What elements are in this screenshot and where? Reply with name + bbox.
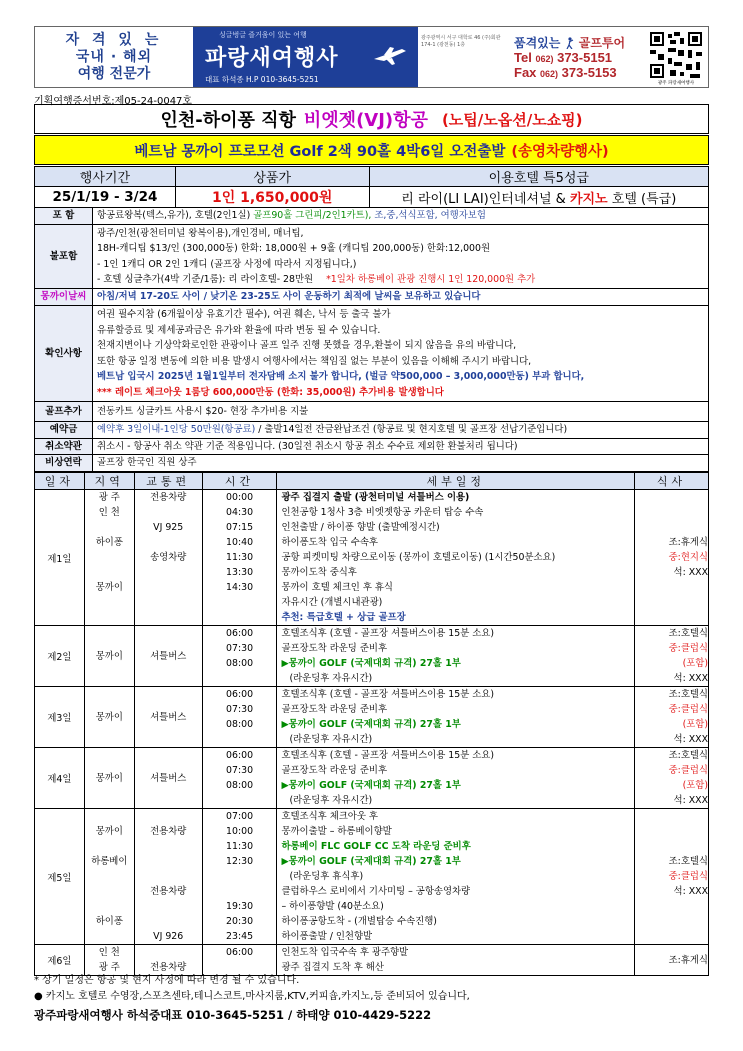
itinerary-day-row [35, 490, 709, 626]
check-3: 천재지변이나 기상악화로인한 관광이나 골프 일주 진행 못했을 경우,환불이 되지 않음을 유의 바랍니다, [97, 340, 517, 351]
fax-area: 062) [540, 68, 559, 79]
time-line: 07:15 [226, 522, 254, 533]
cancel-text: 취소시 - 항공사 취소 약관 기준 적용입니다. (30일전 취소시 항공 취소 수수료 제외한 환불처리 됩니다) [93, 438, 709, 455]
check-5: 베트남 입국시 2025년 1월1일부터 전자담배 소지 불가 합니다, (벌금 약500,000 – 3,000,000만동) 부과 합니다, [97, 371, 585, 382]
check-1: 여권 필수지참 (6개월이상 유효기간 필수), 여권 훼손, 낙서 등 출국 불가 [97, 309, 391, 320]
schedule-line: 호텔조식후 (호텔 - 골프장 셔틀버스이용 15분 소요) [281, 628, 495, 639]
golf-add-text: 전동카트 싱글카트 사용시 $20- 현장 추가비용 지불 [93, 402, 709, 422]
schedule-line: 추천: 특급호텔 + 상급 골프장 [281, 612, 406, 623]
row-check [35, 306, 709, 402]
header-time: 시간 [202, 473, 277, 490]
schedule-line: (라운딩후 자유시간) [289, 734, 373, 745]
footer-note: * 상기 일정은 항공 및 현지 사정에 따라 변경 될 수 있습니다. [34, 975, 300, 986]
time-line: 06:00 [226, 947, 254, 958]
weather-text: 아침/저녁 17-20도 사이 / 낮기온 23-25도 사이 운동하기 최적에 날씨을 보유하고 있습니다 [93, 289, 709, 306]
row-emergency [35, 455, 709, 472]
meal-line: 조:휴게식 [668, 954, 708, 966]
hotel-grade: 호텔 (특급) [611, 191, 677, 207]
label-emergency: 비상연락 [35, 455, 93, 472]
summary-table [34, 166, 709, 208]
time-line: 08:00 [226, 780, 254, 791]
schedule-line: ▶몽까이 GOLF (국제대회 규격) 27홀 1부 [281, 780, 461, 791]
region-line: 하이퐁 [95, 916, 123, 927]
region-line: 몽까이 [95, 826, 123, 837]
day-schedule [277, 809, 635, 945]
exclude-2: 18H-캐디팁 $13/인 (300,000동) 한화: 18,000원 + 9홀 (캐디팁 200,000동) 한화:12,000원 [97, 243, 491, 254]
day-transport [134, 626, 202, 687]
row-include [35, 208, 709, 225]
time-line [203, 884, 277, 899]
time-line: 06:00 [226, 750, 254, 761]
check-4: 또한 항공 일정 변동에 의한 비용 발생시 여행사에서는 책임질 없는 부분이 있음을 이해해 주시기 바랍니다, [97, 355, 532, 367]
brand-ceo: 대표 하석종 H.P 010-3645-5251 [205, 74, 319, 84]
day-transport [134, 748, 202, 809]
schedule-line: (라운딩후 자유시간) [289, 795, 373, 806]
time-line: 04:30 [226, 507, 254, 518]
time-line: 08:00 [226, 719, 254, 730]
row-booking [35, 422, 709, 439]
region-line [85, 839, 134, 854]
transport-line [135, 565, 202, 580]
region-line: 하롱베이 [91, 856, 128, 867]
meal-line: 석: XXX [673, 673, 708, 684]
title-route: 인천-하이퐁 직항 [160, 110, 296, 131]
time-line: 19:30 [226, 901, 254, 912]
day-transport [134, 809, 202, 945]
label-golf-add: 골프추가 [35, 402, 93, 422]
transport-line: 전용차량 [150, 492, 187, 503]
tel-area: 062) [535, 53, 554, 64]
fax-number: 373-5153 [561, 64, 617, 80]
footer-casino: ● 카지노 호텔로 수영장,스포츠센타,테니스코트,마사지룸,KTV,커피숍,카지노,등 준비되어 있습니다, [34, 991, 470, 1002]
qr-caption: 광주 파랑새여행사 [657, 81, 695, 86]
airplane-icon [372, 45, 408, 67]
meal-line: 조:호텔식 [668, 689, 708, 700]
day-meals [635, 945, 709, 976]
day-label: 제1일 [35, 490, 85, 626]
day-schedule [277, 626, 635, 687]
day-label: 제2일 [35, 626, 85, 687]
golf-tag-a: 품격있는 [514, 35, 561, 50]
row-weather [35, 289, 709, 306]
time-line [203, 869, 277, 884]
meal-line: 중:클럽식 [668, 765, 708, 776]
region-line: 몽까이 [95, 650, 123, 662]
time-line: 12:30 [226, 856, 254, 867]
schedule-line: 인천출발 / 하이퐁 향발 (출발예정시간) [281, 522, 440, 533]
transport-line [135, 505, 202, 520]
brand-slogan: 싱글벙글 즐거움이 있는 여행 [219, 30, 307, 39]
schedule-line: ▶몽까이 GOLF (국제대회 규격) 27홀 1부 [281, 856, 461, 867]
schedule-line: 골프장도착 라운딩 준비후 [281, 765, 388, 776]
transport-line [135, 809, 202, 824]
page-title [34, 104, 709, 134]
schedule-line: 광주 집결지 출발 (광천터미널 셔틀버스 이용) [281, 492, 470, 503]
header-region: 지역 [84, 473, 134, 490]
time-line: 07:00 [226, 811, 254, 822]
time-line: 11:30 [226, 552, 254, 563]
day-label: 제4일 [35, 748, 85, 809]
schedule-line: 광주 집결지 도착 후 해산 [281, 962, 384, 973]
region-line [85, 809, 134, 824]
product-subtitle [34, 135, 709, 165]
day-times [202, 626, 277, 687]
header-period: 행사기간 [35, 167, 176, 187]
transport-line [135, 535, 202, 550]
time-line: 11:30 [226, 841, 254, 852]
tour-price: 1인 1,650,000원 [175, 187, 369, 208]
golfer-icon [565, 37, 575, 49]
day-meals [635, 809, 709, 945]
transport-line [135, 580, 202, 595]
day-transport [134, 490, 202, 626]
schedule-line: 하이퐁공항도착 - (개별탑승 수속진행) [281, 916, 437, 927]
itinerary-day-row [35, 626, 709, 687]
transport-line [135, 854, 202, 869]
meal-line: 중:클럽식 [668, 871, 708, 882]
region-line [85, 550, 134, 565]
time-line: 20:30 [226, 916, 254, 927]
day-transport [134, 687, 202, 748]
region-line: 인 천 [98, 947, 120, 958]
schedule-line: 몽까이출발 – 하롱베이향발 [281, 826, 392, 837]
exclude-3: - 1인 1캐디 OR 2인 1캐디 (골프장 사정에 따라서 지정됩니다,) [97, 258, 357, 270]
schedule-line: 하롱베이 FLC GOLF CC 도착 라운딩 준비후 [281, 841, 471, 852]
schedule-line: 하이퐁도착 입국 수속후 [281, 537, 378, 548]
meal-line: 석: XXX [673, 567, 708, 578]
region-line: 몽까이 [95, 772, 123, 784]
schedule-line: 몽까이 호텔 체크인 후 휴식 [281, 582, 393, 593]
time-line: 07:30 [226, 765, 254, 776]
check-2: 유류할증료 및 제세공과금은 유가와 환율에 따라 변동 될 수 있습니다. [97, 324, 381, 336]
time-line [203, 732, 277, 747]
include-golf: 골프90홀 그린피/2인1카트), [253, 210, 372, 222]
tagline-line-2: 국내 · 해외 [75, 48, 153, 65]
region-line: 몽까이 [95, 711, 123, 723]
region-line: 광 주 [98, 962, 120, 973]
day-label: 제3일 [35, 687, 85, 748]
schedule-line: ▶몽까이 GOLF (국제대회 규격) 27홀 1부 [281, 719, 461, 730]
tour-hotel [369, 187, 708, 208]
transport-line [135, 839, 202, 854]
time-line: 13:30 [226, 567, 254, 578]
time-line [203, 610, 277, 625]
region-line [85, 520, 134, 535]
day-region [84, 809, 134, 945]
region-line [85, 884, 134, 899]
schedule-line: 하이퐁출발 / 인천향발 [281, 931, 373, 942]
emergency-text: 골프장 한국인 직원 상주 [93, 455, 709, 472]
schedule-line: ▶몽까이 GOLF (국제대회 규격) 27홀 1부 [281, 658, 461, 669]
header-tagline [35, 27, 193, 87]
transport-line: 셔틀버스 [150, 650, 187, 662]
time-line: 10:00 [226, 826, 254, 837]
header-meal: 식사 [635, 473, 709, 490]
meal-line: 조:호텔식 [668, 856, 708, 867]
exclude-single: - 호텔 싱글추가(4박 기준/1룸): 리 라이호텔- 28만원 [97, 274, 314, 285]
transport-line: 셔틀버스 [150, 772, 187, 784]
day-region [84, 748, 134, 809]
day-schedule [277, 748, 635, 809]
exclude-4 [97, 272, 704, 288]
day-meals [635, 626, 709, 687]
golf-tag-b: 골프투어 [578, 35, 626, 50]
schedule-line: 클럽하우스 로비에서 기사미팅 – 공항송영차량 [281, 886, 471, 897]
day-region [84, 626, 134, 687]
schedule-line: 호텔조식후 (호텔 - 골프장 셔틀버스이용 15분 소요) [281, 750, 495, 761]
schedule-line: (라운딩후 자유시간) [289, 673, 373, 684]
footer-contact: 광주파랑새여행사 하석중대표 010-3645-5251 / 하태양 010-4429-5222 [34, 1008, 432, 1022]
booking-balance: / 출발14일전 잔금완납조건 (항공료 및 현지호텔 및 골프장 선납기준입니다) [258, 424, 568, 435]
exclude-halong: *1일차 하롱베이 관광 진행시 1인 120,000원 추가 [326, 274, 536, 285]
time-line: 08:00 [226, 658, 254, 669]
region-line: 광 주 [98, 492, 120, 503]
region-line [85, 565, 134, 580]
meal-line: (포함) [682, 658, 708, 669]
meal-line: 조:호텔식 [668, 750, 708, 761]
schedule-line: (라운딩후 휴식후) [289, 871, 364, 882]
day-label: 제5일 [35, 809, 85, 945]
label-exclude: 불포함 [35, 225, 93, 289]
time-line [203, 793, 277, 808]
header-detail: 세부일정 [277, 473, 635, 490]
meal-line: 석: XXX [673, 734, 708, 745]
day-times [202, 490, 277, 626]
transport-line: 송영차량 [150, 552, 187, 563]
brand-name: 파랑새여행사 [205, 45, 339, 71]
summary-value-row [35, 187, 709, 208]
day-schedule [277, 945, 635, 976]
itinerary-day-row [35, 809, 709, 945]
meal-line: 중:현지식 [668, 552, 708, 563]
subtitle-main: 베트남 몽까이 프로모션 Golf 2색 90홀 4박6일 오전출발 [134, 143, 506, 160]
schedule-line: 몽까이도착 중식후 [281, 567, 357, 578]
header-transport: 교통편 [134, 473, 202, 490]
itinerary-body [35, 490, 709, 976]
transport-line: 전용차량 [150, 886, 187, 897]
conditions-table [34, 207, 709, 472]
region-line: 하이퐁 [95, 537, 123, 548]
schedule-line: 공항 피켓미팅 차량으로이동 (몽까이 호텔로이동) (1시간50분소요) [281, 552, 556, 563]
tel-number: 373-5151 [557, 49, 613, 65]
label-include: 포 함 [35, 208, 93, 225]
transport-line [135, 595, 202, 610]
header-price: 상품가 [175, 167, 369, 187]
tour-period: 25/1/19 - 3/24 [35, 187, 176, 208]
meal-line: (포함) [682, 780, 708, 791]
qr-code-icon[interactable] [648, 30, 704, 80]
row-exclude [35, 225, 709, 289]
fax-label: Fax [514, 64, 537, 80]
meal-line: (포함) [682, 719, 708, 730]
schedule-line: 인천공항 1청사 3층 비엣젯항공 카운터 탑승 수속 [281, 507, 484, 518]
header-day: 일자 [35, 473, 85, 490]
transport-line: 전용차량 [150, 962, 187, 973]
label-check: 확인사항 [35, 306, 93, 402]
time-line [203, 671, 277, 686]
region-line [85, 929, 134, 944]
time-line: 14:30 [226, 582, 254, 593]
schedule-line: 인천도착 입국수속 후 광주향발 [281, 947, 409, 958]
region-line: 몽까이 [95, 582, 123, 593]
transport-line: VJ 925 [153, 522, 184, 533]
day-schedule [277, 490, 635, 626]
day-label: 제6일 [35, 945, 85, 976]
row-golf-add [35, 402, 709, 422]
day-meals [635, 687, 709, 748]
schedule-line: – 하이퐁향발 (40분소요) [281, 901, 384, 912]
hotel-name: 리 라이(LI LAI)인터네셔널 & [401, 191, 566, 207]
day-region [84, 687, 134, 748]
day-times [202, 809, 277, 945]
time-line: 06:00 [226, 689, 254, 700]
registration-number: 기획여행증서번호:제05-24-0047호 [34, 96, 193, 107]
day-times [202, 687, 277, 748]
schedule-line: 호텔조식후 (호텔 - 골프장 셔틀버스이용 15분 소요) [281, 689, 495, 700]
check-6: *** 레이트 체크아웃 1룸당 600,000만동 (한화: 35,000원) 추가비용 발생합니다 [97, 386, 444, 398]
meal-line: 중:클럽식 [668, 643, 708, 654]
include-basic: 항공료왕복(텍스,유가), 호텔(2인1실) [97, 210, 251, 222]
time-line: 07:30 [226, 704, 254, 715]
day-times [202, 748, 277, 809]
time-line [203, 595, 277, 610]
transport-line [135, 945, 202, 960]
region-line [85, 899, 134, 914]
row-cancel [35, 438, 709, 455]
tagline-line-3: 여행 전문가 [77, 65, 151, 82]
itinerary-header-row [35, 473, 709, 490]
time-line: 07:30 [226, 643, 254, 654]
exclude-1: 광주/인천(광천터미널 왕복이용),개인경비, 매너팁, [97, 227, 304, 239]
region-line [85, 595, 134, 610]
meal-line: 중:클럽식 [668, 704, 708, 715]
schedule-line: 호텔조식후 체크아웃 후 [281, 811, 378, 822]
summary-header-row [35, 167, 709, 187]
meal-line: 조:호텔식 [668, 628, 708, 639]
label-weather: 몽까이날씨 [35, 289, 93, 306]
day-region [84, 490, 134, 626]
meal-line: 석: XXX [673, 795, 708, 806]
title-tag: (노팁/노옵션/노쇼핑) [441, 110, 583, 129]
transport-line: 셔틀버스 [150, 711, 187, 723]
transport-line [135, 610, 202, 625]
tel-label: Tel [514, 49, 532, 65]
time-line: 10:40 [226, 537, 254, 548]
schedule-line: 자유시간 (개별시내관광) [281, 597, 383, 608]
meal-line: 조:휴게식 [668, 537, 708, 548]
transport-line [135, 914, 202, 929]
label-booking: 예약금 [35, 422, 93, 439]
transport-line [135, 899, 202, 914]
title-airline: 비엣젯(VJ)항공 [303, 110, 428, 131]
transport-line: VJ 926 [153, 931, 184, 942]
brand-block [193, 27, 418, 87]
day-meals [635, 748, 709, 809]
booking-deposit: 예약후 3일이내-1인당 50만원(항공료) [97, 424, 256, 435]
time-line: 00:00 [226, 492, 254, 503]
schedule-line: 골프장도착 라운딩 준비후 [281, 643, 388, 654]
brand-address: 광주광역시 서구 대학로 46 (주)회관 174-1 (광천동) 1층 [418, 27, 506, 87]
hotel-casino: 카지노 [569, 191, 608, 207]
itinerary-day-row [35, 748, 709, 809]
transport-line: 전용차량 [150, 826, 187, 837]
itinerary-day-row [35, 687, 709, 748]
region-line: 인 천 [98, 507, 120, 518]
day-meals [635, 490, 709, 626]
header-hotel: 이용호텔 특5성급 [369, 167, 708, 187]
transport-line [135, 869, 202, 884]
day-schedule [277, 687, 635, 748]
tagline-line-1: 자 격 있 는 [65, 31, 163, 48]
subtitle-tag: (송영차량행사) [511, 143, 609, 160]
itinerary-table [34, 472, 709, 976]
include-meals: 조,중,석식포함, 여행자보험 [374, 210, 486, 222]
time-line: 06:00 [226, 628, 254, 639]
region-line [85, 610, 134, 625]
header-banner [34, 26, 709, 88]
region-line [85, 869, 134, 884]
meal-line: 석: XXX [673, 886, 708, 897]
label-cancel: 취소약관 [35, 438, 93, 455]
schedule-line: 골프장도착 라운딩 준비후 [281, 704, 388, 715]
time-line: 23:45 [226, 931, 254, 942]
